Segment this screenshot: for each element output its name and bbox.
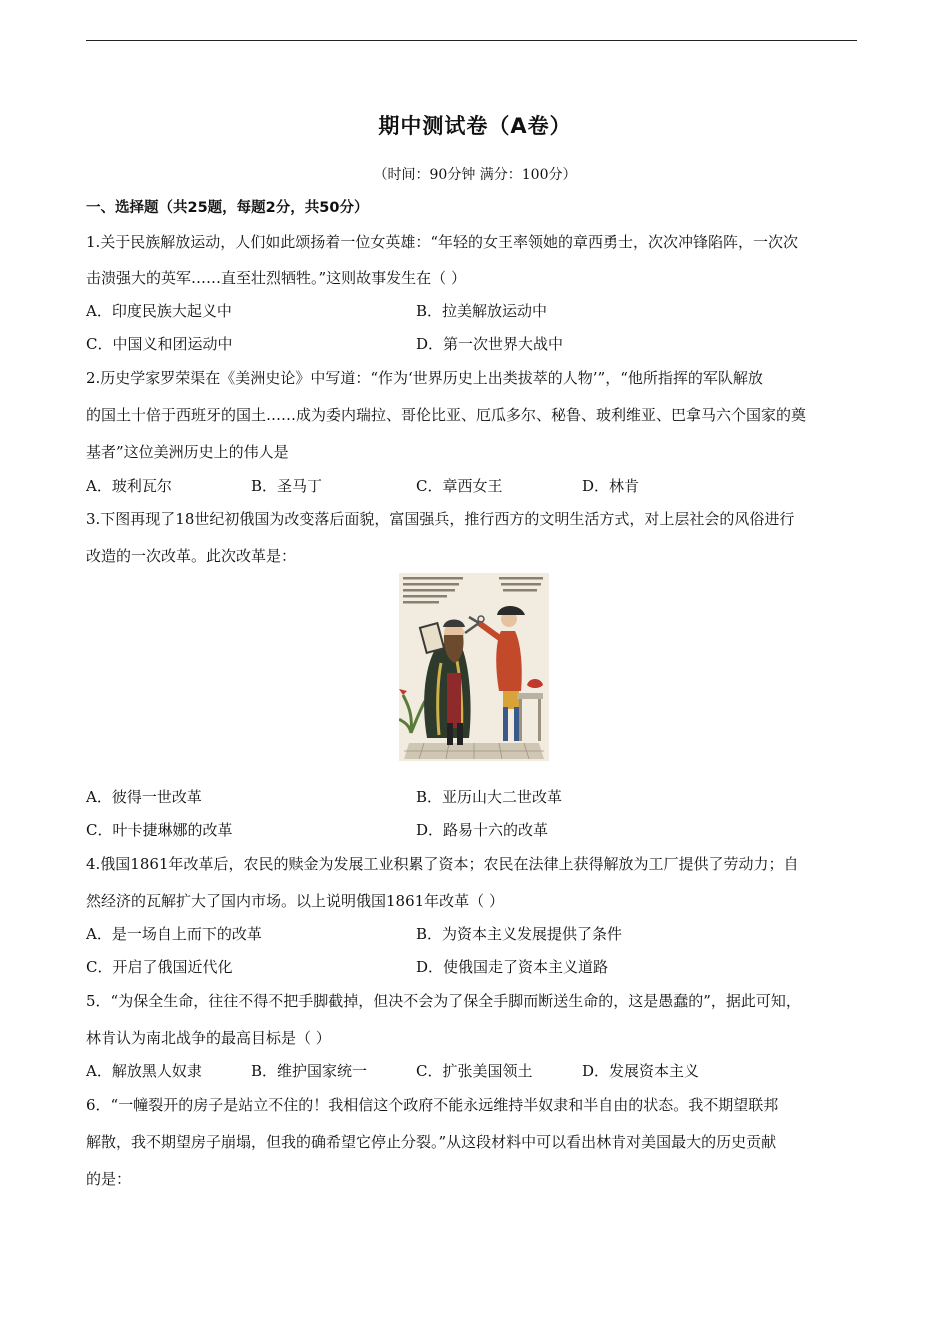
q3-stem-line-1: 3.下图再现了18世纪初俄国为改变落后面貌，富国强兵，推行西方的文明生活方式，对上层社会的风俗进行 bbox=[86, 510, 795, 528]
q3-option-c: C．叶卡捷琳娜的改革 bbox=[86, 821, 233, 839]
q2-stem-line-3: 基者”这位美洲历史上的伟人是 bbox=[86, 443, 289, 461]
q5-option-a: A．解放黑人奴隶 bbox=[86, 1062, 202, 1080]
q6-stem-line-3: 的是： bbox=[86, 1170, 132, 1188]
q1-stem-line-1: 1.关于民族解放运动，人们如此颂扬着一位女英雄：“年轻的女王率领她的章西勇士，次次冲锋陷阵，一次次 bbox=[86, 233, 798, 251]
q5-option-c: C．扩张美国领土 bbox=[416, 1062, 533, 1080]
q5-option-b: B．维护国家统一 bbox=[251, 1062, 368, 1080]
q3-option-b: B．亚历山大二世改革 bbox=[416, 788, 563, 806]
q4-stem-line-2: 然经济的瓦解扩大了国内市场。以上说明俄国1861年改革（ ） bbox=[86, 892, 504, 910]
page-title: 期中测试卷（A卷） bbox=[378, 114, 572, 138]
peter-beard-cutting-illustration bbox=[399, 573, 549, 761]
q3-option-a: A．彼得一世改革 bbox=[86, 788, 202, 806]
q6-stem-line-1: 6．“一幢裂开的房子是站立不住的！我相信这个政府不能永远维持半奴隶和半自由的状态。我不期望联邦 bbox=[86, 1096, 779, 1114]
q2-stem-line-2: 的国土十倍于西班牙的国土……成为委内瑞拉、哥伦比亚、厄瓜多尔、秘鲁、玻利维亚、巴拿马六个国家的奠 bbox=[86, 406, 807, 424]
q5-stem-line-1: 5．“为保全生命，往往不得不把手脚截掉，但决不会为了保全手脚而断送生命的，这是愚蠢的”，据此可知， bbox=[86, 992, 801, 1010]
q4-option-a: A．是一场自上而下的改革 bbox=[86, 925, 262, 943]
q1-option-b: B．拉美解放运动中 bbox=[416, 302, 548, 320]
q4-option-b: B．为资本主义发展提供了条件 bbox=[416, 925, 623, 943]
q1-option-a: A．印度民族大起义中 bbox=[86, 302, 232, 320]
q2-option-c: C．章西女王 bbox=[416, 477, 503, 495]
q5-stem-line-2: 林肯认为南北战争的最高目标是（ ） bbox=[86, 1029, 331, 1047]
q1-option-c: C．中国义和团运动中 bbox=[86, 335, 233, 353]
exam-info: （时间：90分钟 满分：100分） bbox=[373, 167, 577, 183]
q6-stem-line-2: 解散，我不期望房子崩塌，但我的确希望它停止分裂。”从这段材料中可以看出林肯对美国最大的历史贡献 bbox=[86, 1133, 777, 1151]
q2-option-b: B．圣马丁 bbox=[251, 477, 323, 495]
header-rule bbox=[86, 40, 857, 41]
q4-stem-line-1: 4.俄国1861年改革后，农民的赎金为发展工业积累了资本；农民在法律上获得解放为工厂提供了劳动力；自 bbox=[86, 855, 799, 873]
q2-option-a: A．玻利瓦尔 bbox=[86, 477, 172, 495]
q4-option-c: C．开启了俄国近代化 bbox=[86, 958, 233, 976]
q3-stem-line-2: 改造的一次改革。此次改革是： bbox=[86, 547, 297, 565]
q1-stem-line-2: 击溃强大的英军……直至壮烈牺牲。”这则故事发生在（ ） bbox=[86, 269, 466, 287]
q1-option-d: D．第一次世界大战中 bbox=[416, 335, 564, 353]
q4-option-d: D．使俄国走了资本主义道路 bbox=[416, 958, 609, 976]
q3-option-d: D．路易十六的改革 bbox=[416, 821, 549, 839]
section-heading: 一、选择题（共25题，每题2分，共50分） bbox=[86, 200, 369, 216]
q5-option-d: D．发展资本主义 bbox=[582, 1062, 700, 1080]
q2-stem-line-1: 2.历史学家罗荣渠在《美洲史论》中写道：“作为‘世界历史上出类拔萃的人物’”，“他所指挥的军队解放 bbox=[86, 369, 763, 387]
q2-option-d: D．林肯 bbox=[582, 477, 640, 495]
